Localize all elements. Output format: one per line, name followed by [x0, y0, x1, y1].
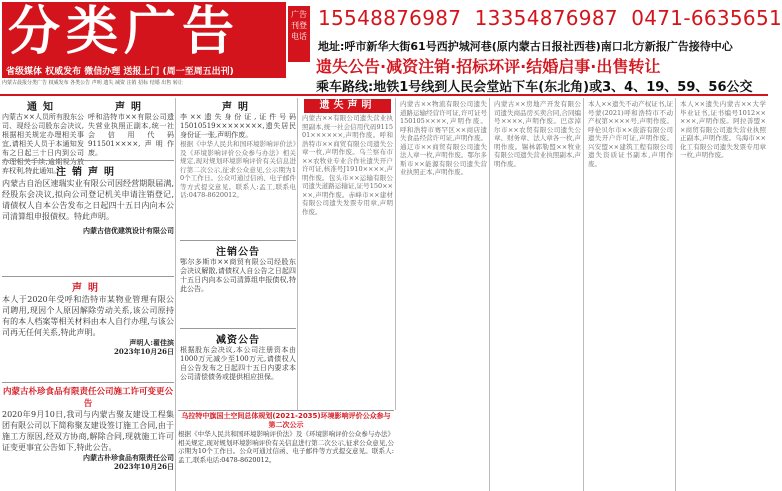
- plan-notice-text: 根据《中华人民共和国环境影响评价法》及《环境影响评价公众参与办法》相关规定,现对规划环境影响评价有关信息进行第二次公示,征求公众意见,公示期为10个工作日。公众可通过信函、电子邮件等方式提交意见。联系人:孟工,联系电话:0478-8620012。: [178, 430, 394, 464]
- col2-declaration-text: 李××遗失身份证,证件号码15010519××××××××,遗失居民身份证一张,声明作废。: [180, 113, 296, 139]
- logo-title: 分类广告: [8, 2, 241, 62]
- plan-notice-block: [178, 410, 394, 491]
- bus-route: 乘车路线:地铁1号线到人民会堂站下车(东北角)或3、4、19、59、56公交: [316, 80, 753, 95]
- permit-block: [2, 382, 174, 490]
- phone-2: 13354876987: [474, 6, 618, 30]
- services-line: 遗失公告·减资注销·招标环评·结婚启事·出售转让: [316, 57, 661, 76]
- col2-notice-title: 注销公告: [216, 247, 260, 258]
- declarant-name: 声明人:翟佳滨: [129, 338, 174, 347]
- permit-signature: 内蒙古朴珍食品有限责任公司: [83, 453, 174, 462]
- col2-notice-block: [180, 240, 296, 326]
- col2-declaration-block: [180, 98, 296, 238]
- notice-text: 内蒙古××人员所有股东公司、现经公司股东会决议,根据相关规定办理相关事宜,请相关人员于本通知发布之日起三十日内到公司办理相关手续,逾期视为放弃权利,特此通知。: [2, 113, 84, 175]
- column-3: [300, 98, 396, 410]
- col2-notice-text: 鄂尔多斯市××商贸有限公司经股东会决议解散,请债权人自公告之日起四十五日内向本公司清算组申报债权,特此公告。: [180, 258, 296, 293]
- permit-text: 2020年9月10日,我司与内蒙古聚友建设工程集团有限公司以下简称聚友建设签订施工合同,由于施工方原因,经双方协商,解除合同,现就施工许可证变更事宜公告如下,特此公告。: [2, 410, 174, 452]
- permit-date: 2023年10月26日: [114, 462, 174, 471]
- column-6: [586, 98, 676, 491]
- logo-strip-text: 内蒙古晨报分类广告 权威发布 各类公告 声明 遗失 减资 注销 招标 结婚 出售 转让: [2, 80, 183, 86]
- column-1: [0, 98, 176, 491]
- logo: [2, 2, 286, 78]
- lost-notice-title: 遗失声明: [304, 99, 391, 113]
- column-6-text: 本人××遗失不动产权证书,证号蒙(2021)呼和浩特市不动产权第××××号,声明作废。呼伦贝尔市××旅游有限公司遗失开户许可证,声明作废。兴安盟××建筑工程有限公司遗失资质证书副本,声明作废。: [588, 100, 673, 168]
- notice-block-1: [2, 98, 84, 175]
- permit-title: 内蒙古朴珍食品有限责任公司施工许可变更公告: [2, 387, 173, 409]
- col2-reduce-title: 减资公告: [216, 335, 260, 346]
- declaration-text: 本人于2020年受呼和浩特市某物业管理有限公司聘用,现因个人原因解除劳动关系,该公司原持有的本人档案等相关材料由本人自行办理,与该公司再无任何关系,特此声明。: [2, 295, 174, 337]
- cancel-text: 内蒙古自治区速瑞实业有限公司因经营期限届满,经股东会决议,拟向公司登记机关申请注销登记,请债权人自本公告发布之日起四十五日内向本公司清算组申报债权。特此声明。: [2, 179, 174, 221]
- column-4-text: 内蒙古××物流有限公司遗失道路运输经营许可证,许可证号150105××××,声明作废。呼和浩特市赛罕区××商店遗失食品经营许可证,声明作废。通辽市××商贸有限公司遗失法人章一枚,声明作废。鄂尔多斯市××能源有限公司遗失营业执照正本,声明作废。: [400, 100, 487, 176]
- plan-notice-title: 乌拉特中旗国土空间总体规划(2021-2035)环境影响评价公众参与第二次公示: [181, 412, 391, 429]
- column-7-text: 本人××遗失内蒙古××大学毕业证书,证书编号1012×××××,声明作废。阿拉善盟××商贸有限公司遗失营业执照正副本,声明作废。乌海市××化工有限公司遗失发票专用章一枚,声明作废。: [680, 100, 766, 159]
- col2-reduce-text: 根据股东会决议,本公司注册资本由1000万元减少至100万元,请债权人自公告发布之日起四十五日内要求本公司清偿债务或提供相应担保。: [180, 346, 296, 381]
- notice-title: 声明: [115, 102, 147, 113]
- column-5-text: 内蒙古××房地产开发有限公司遗失商品房买卖合同,合同编号××××,声明作废。巴彦淖尔市××农贸有限公司遗失公章、财务章、法人章各一枚,声明作废。锡林郭勒盟××牧业有限公司遗失营业执照副本,声明作废。: [494, 100, 581, 168]
- phone-numbers: [318, 6, 782, 30]
- phone-1: 15548876987: [318, 6, 462, 30]
- header: [0, 0, 782, 96]
- column-4: [398, 98, 490, 491]
- notice-title: 通知: [27, 102, 59, 113]
- column-7: [678, 98, 768, 491]
- vertical-tag: 广告刊登电话: [288, 6, 310, 62]
- notice-text: 呼和浩特市××有限公司遗失营业执照正副本,统一社会信用代码911501××××,声明作废。: [88, 113, 174, 157]
- cancel-title: 注销声明: [56, 167, 120, 178]
- phone-3: 0471-6635651: [631, 6, 782, 30]
- notice-block-2: [88, 98, 174, 158]
- column-5: [492, 98, 584, 491]
- cancel-signature: 内蒙古信优建筑设计有限公司: [83, 226, 174, 235]
- declaration-block: [2, 276, 174, 380]
- address: 地址:呼市新华大街61号西护城河巷(原内蒙古日报社西巷)南口北方新报广告接待中心: [318, 40, 733, 53]
- filler-text: 根据《中华人民共和国环境影响评价法》及《环境影响评价公众参与办法》相关规定,现对规划环境影响评价有关信息进行第二次公示,征求公众意见,公示期为10个工作日。公众可通过信函、电子邮件等方式提交意见。联系人:孟工,联系电话:0478-8620012。: [180, 140, 296, 199]
- cancel-block: [2, 160, 174, 274]
- logo-subtitle: 省级媒体 权威发布 微信办理 送报上门 (周一至周五出刊): [6, 67, 234, 77]
- declaration-date: 2023年10月26日: [114, 347, 174, 356]
- declaration-title: 声明: [72, 283, 104, 294]
- col2-declaration-title: 声明: [222, 102, 254, 113]
- lost-notice-text: 内蒙古××有限公司遗失营业执照副本,统一社会信用代码911501××××××,声明作废。呼和浩特市××商贸有限公司遗失公章一枚,声明作废。乌兰察布市××农牧业专业合作社遗失开户许可证,核准号J1910××××,声明作废。包头市××运输有限公司遗失道路运输证,证号150××××,声明作废。赤峰市××建材有限公司遗失发票专用章,声明作废。: [302, 114, 393, 216]
- col2-reduce-block: [180, 328, 296, 408]
